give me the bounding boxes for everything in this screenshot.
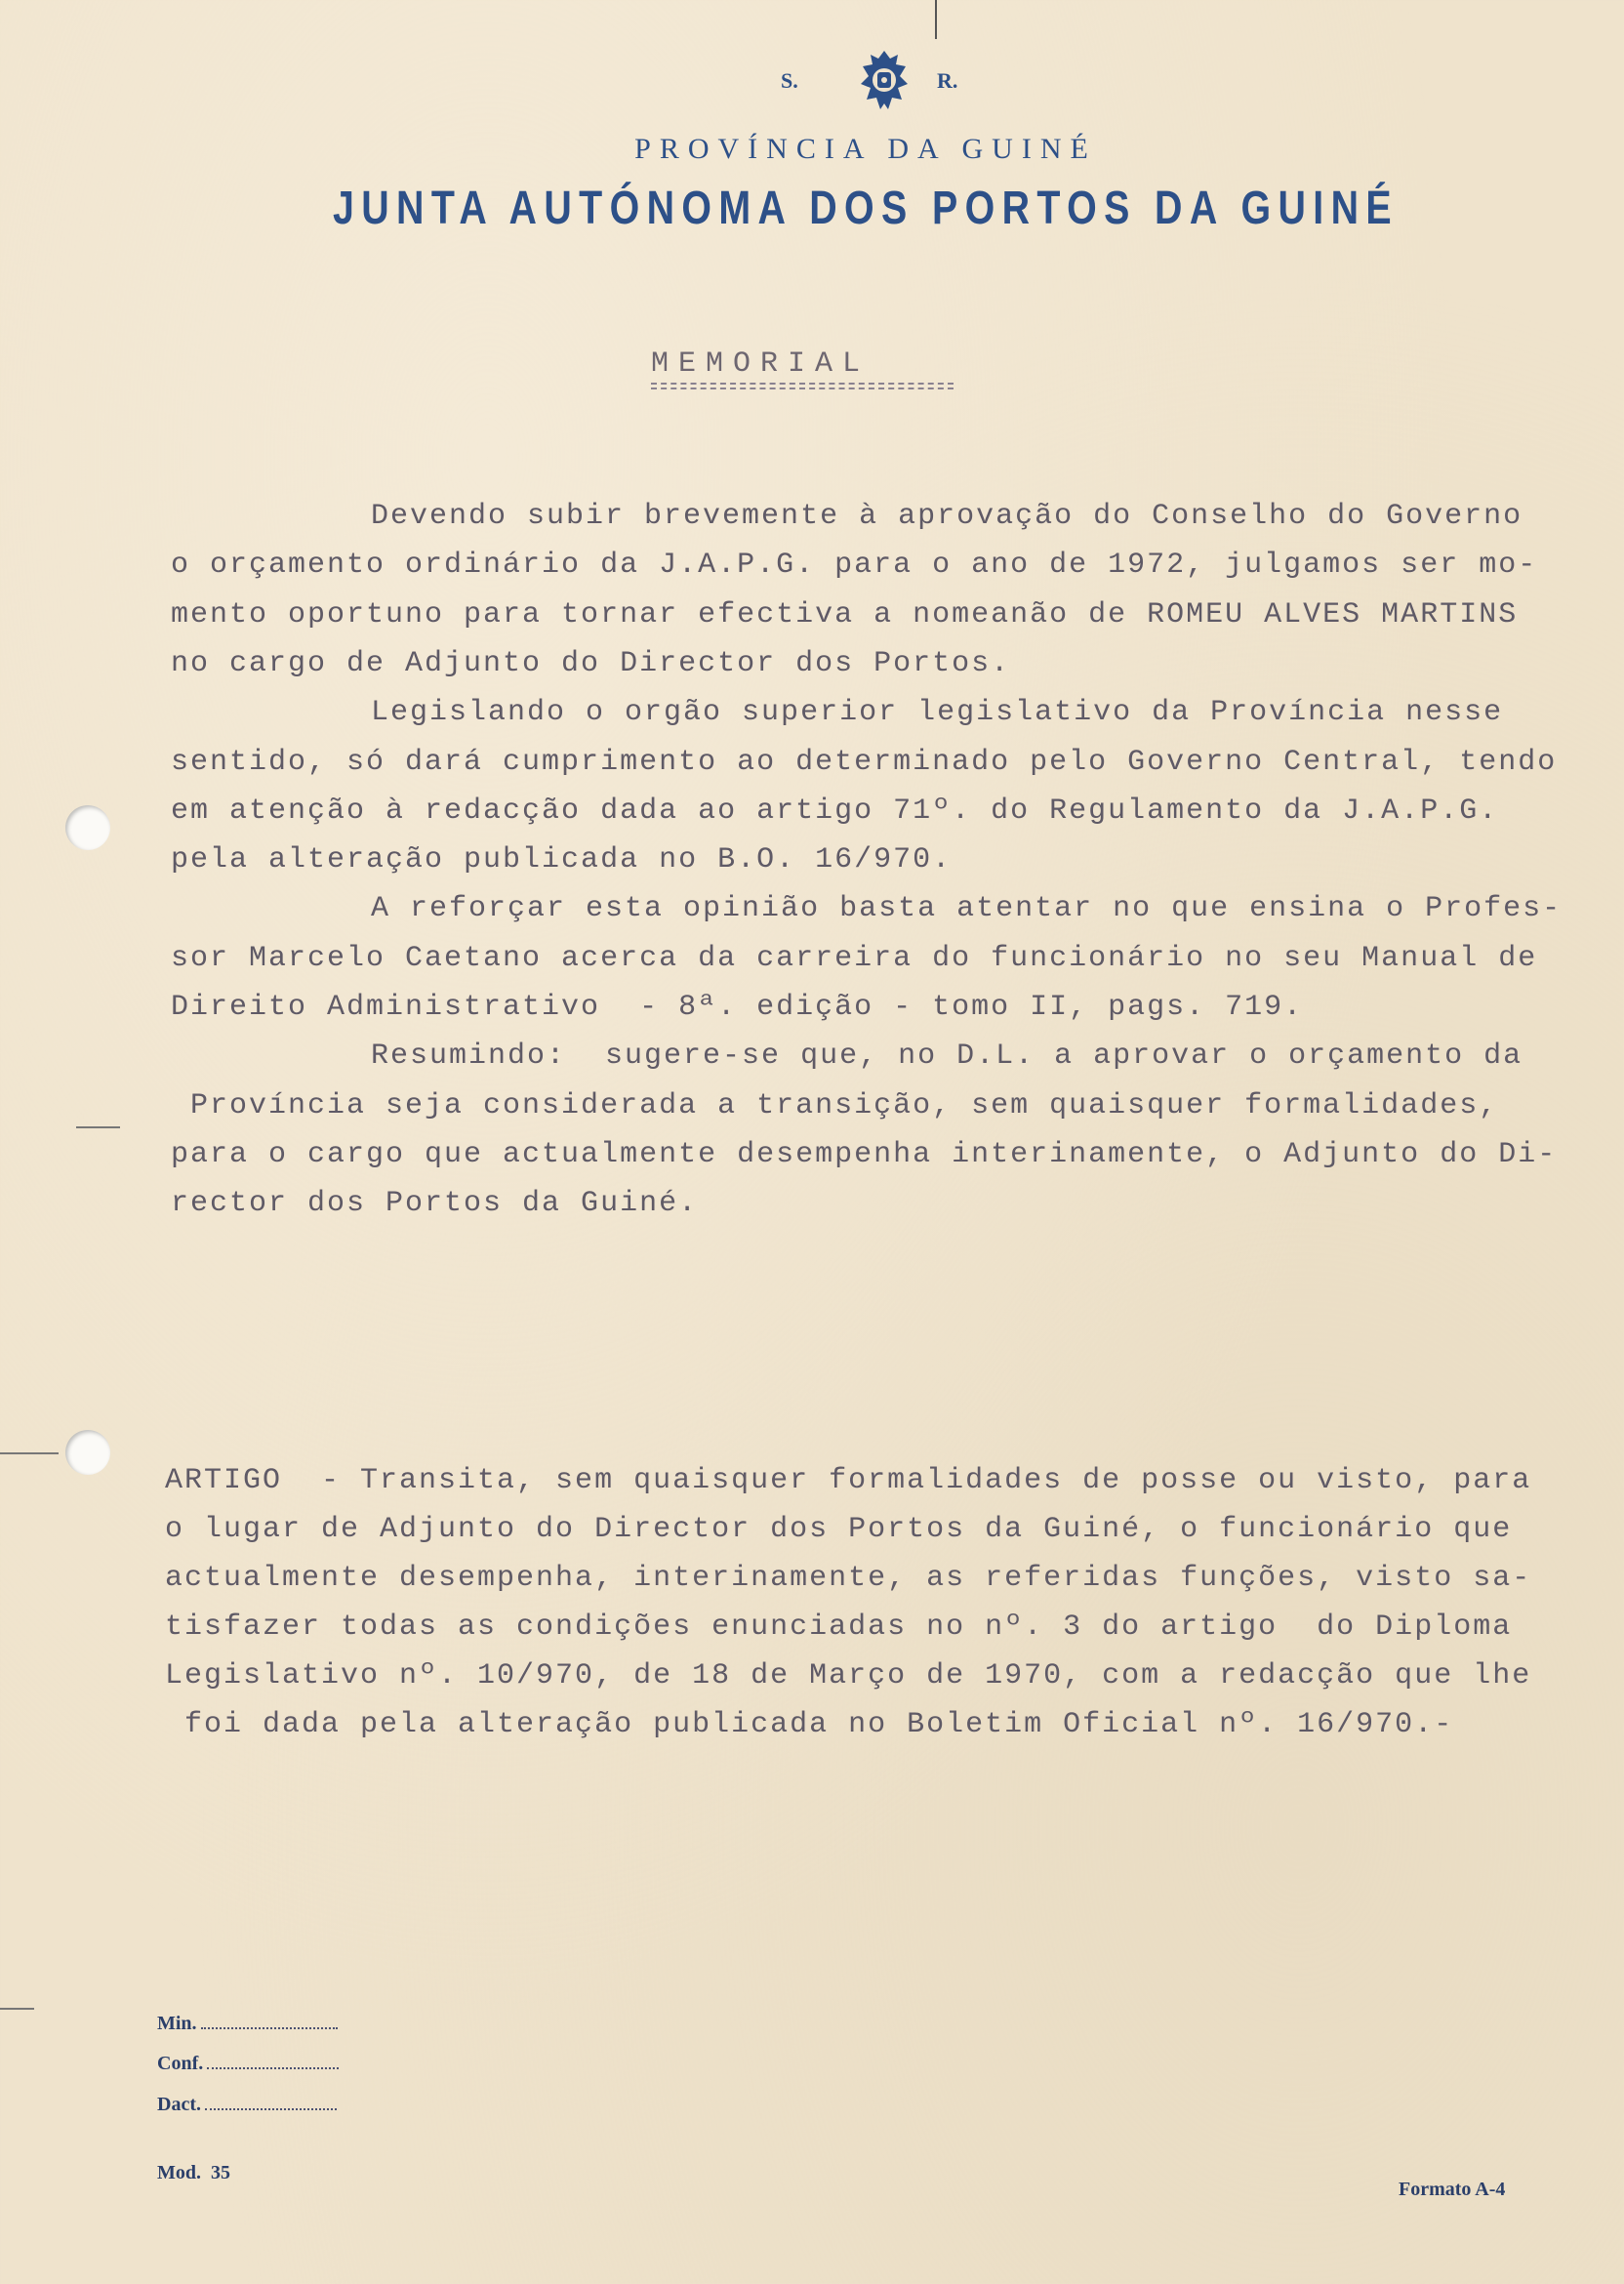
margin-mark	[0, 1452, 59, 1454]
body-line: sentido, só dará cumprimento ao determinado pelo Governo Central, tendo	[171, 745, 1558, 779]
body-line: pela alteração publicada no B.O. 16/970.	[171, 843, 953, 877]
article-line: tisfazer todas as condições enunciadas no nº. 3 do artigo do Diploma	[165, 1611, 1513, 1644]
organization-name: JUNTA AUTÓNOMA DOS PORTOS DA GUINÉ	[332, 183, 1400, 234]
province-name: PROVÍNCIA DA GUINÉ	[634, 133, 1097, 165]
field-label: Conf.	[157, 2053, 204, 2074]
field-label: Dact.	[157, 2094, 201, 2115]
paper-format: Formato A-4	[1399, 2179, 1506, 2200]
document-title: MEMORIAL	[651, 347, 871, 381]
footer-field-min	[157, 2013, 338, 2035]
signature-line	[201, 2027, 338, 2029]
letterhead-right-initial: R.	[937, 68, 958, 93]
article-line: o lugar de Adjunto do Director dos Portos da Guiné, o funcionário que	[165, 1513, 1513, 1546]
article-line: Legislativo nº. 10/970, de 18 de Março de 1970, com a redacção que lhe	[165, 1659, 1532, 1693]
fold-mark	[935, 0, 937, 39]
form-model-number: Mod. 35	[157, 2162, 230, 2183]
body-line: em atenção à redacção dada ao artigo 71º. do Regulamento da J.A.P.G.	[171, 794, 1499, 828]
body-line: mento oportuno para tornar efectiva a nomeanão de ROMEU ALVES MARTINS	[171, 597, 1519, 632]
body-line: rector dos Portos da Guiné.	[171, 1187, 699, 1221]
footer-field-conf	[157, 2053, 339, 2075]
body-line: A reforçar esta opinião basta atentar no que ensina o Profes-	[371, 892, 1563, 926]
margin-mark	[0, 2008, 34, 2010]
crest-icon	[859, 49, 910, 115]
title-underline	[651, 383, 954, 389]
letterhead-left-initial: S.	[781, 68, 798, 93]
body-line: Direito Administrativo - 8ª. edição - tomo II, pags. 719.	[171, 991, 1304, 1024]
signature-line	[207, 2067, 339, 2069]
body-line: Legislando o orgão superior legislativo da Província nesse	[371, 696, 1504, 730]
body-line: Devendo subir brevemente à aprovação do Conselho do Governo	[371, 500, 1523, 533]
signature-line	[205, 2108, 337, 2110]
punch-hole	[65, 1430, 110, 1475]
body-line: para o cargo que actualmente desempenha interinamente, o Adjunto do Di-	[171, 1137, 1558, 1171]
article-line: foi dada pela alteração publicada no Boletim Oficial nº. 16/970.-	[165, 1708, 1454, 1741]
field-label: Min.	[157, 2013, 197, 2034]
body-line: Resumindo: sugere-se que, no D.L. a aprovar o orçamento da	[371, 1040, 1523, 1074]
footer-field-dact	[157, 2094, 337, 2116]
article-line: actualmente desempenha, interinamente, as referidas funções, visto sa-	[165, 1562, 1532, 1595]
article-line: ARTIGO - Transita, sem quaisquer formalidades de posse ou visto, para	[165, 1464, 1532, 1497]
body-line: sor Marcelo Caetano acerca da carreira do funcionário no seu Manual de	[171, 941, 1538, 975]
margin-mark	[76, 1126, 120, 1128]
body-line: no cargo de Adjunto do Director dos Portos.	[171, 646, 1011, 680]
body-line: o orçamento ordinário da J.A.P.G. para o ano de 1972, julgamos ser mo-	[171, 549, 1538, 583]
punch-hole	[65, 805, 110, 850]
body-line: Província seja considerada a transição, sem quaisquer formalidades,	[171, 1088, 1499, 1122]
